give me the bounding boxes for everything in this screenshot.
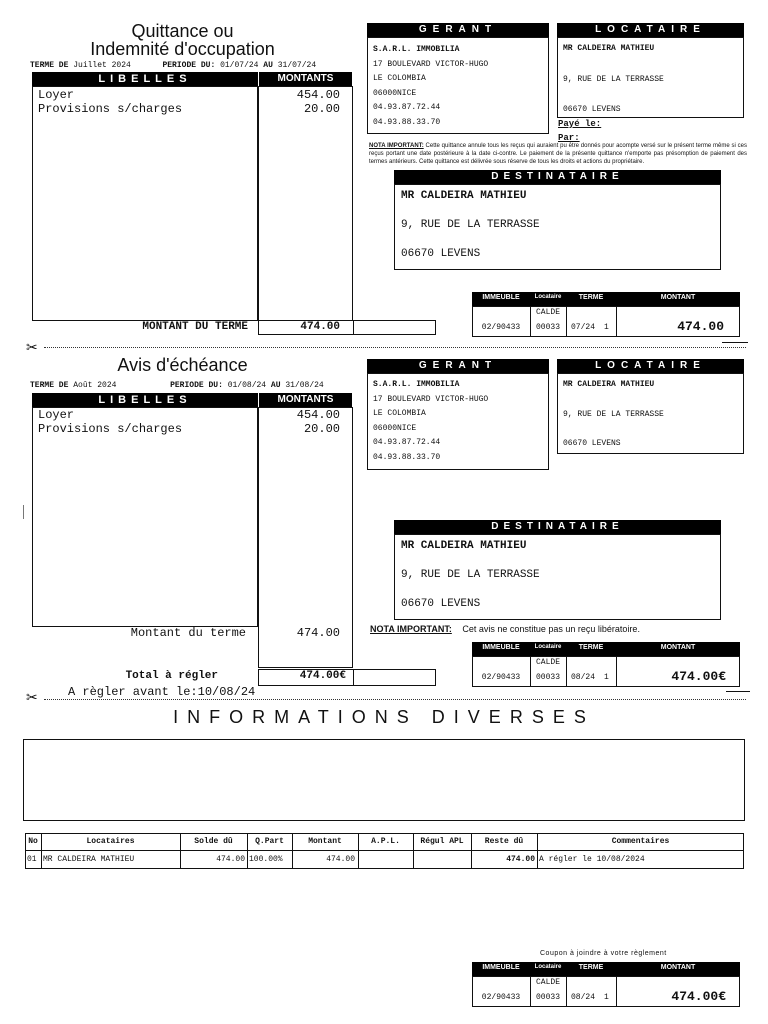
th-apl: A.P.L. [371, 837, 400, 846]
scissors-icon: ✂ [26, 339, 38, 355]
nota-text-1: Cette quittance annule tous les reçus qui auraient pu être donnés pour acompte versé sur le présent terme même si ces reçus portant une date postérieure à la date ci-contre. Le paiement de la présente quittance n'emporte pas présomption de paiement des termes antérieurs. Cette quittance est délivrée sous réserve de tous les droits et actions du propriétaire. [369, 143, 747, 165]
total-divider-2 [353, 669, 354, 686]
coupon-1 [472, 292, 740, 337]
th-no: No [28, 837, 38, 846]
total-a-regler-value: 474.00€ [299, 670, 346, 682]
total-a-regler-label: Total à régler [125, 670, 218, 682]
gerant-name: S.A.R.L. IMMOBILIA [373, 45, 460, 54]
destinataire-name-2: MR CALDEIRA MATHIEU [401, 540, 527, 552]
cut-line-2 [44, 699, 746, 700]
coupon-1-montant: 474.00 [677, 319, 724, 334]
nota-important-1 [369, 142, 747, 166]
cut-mark-2 [726, 691, 750, 692]
coupon-2-div3 [616, 656, 617, 687]
coupon-3-h-montant: MONTANT [660, 964, 696, 971]
locataire-city-2: 06670 LEVENS [563, 439, 621, 448]
locataire-name: MR CALDEIRA MATHIEU [563, 44, 655, 53]
destinataire-header: DESTINATAIRE [394, 170, 721, 184]
coupon-2-terme-n: 1 [604, 673, 609, 682]
coupon-2-locataire: 00033 [535, 673, 560, 682]
nota-text-2: Cet avis ne constitue pas un reçu libératoire. [462, 624, 640, 634]
destinataire-city-2: 06670 LEVENS [401, 598, 481, 610]
periode-label-2: PERIODE DU: [170, 381, 223, 390]
regler-avant: A règler avant le:10/08/24 [68, 685, 256, 699]
locataire-name-2: MR CALDEIRA MATHIEU [563, 380, 655, 389]
nota-label-1: NOTA IMPORTANT: [369, 143, 424, 149]
montants-header: MONTANTS [259, 72, 352, 86]
gerant-phone2-2: 04.93.88.33.70 [373, 452, 441, 462]
gerant-phone2: 04.93.88.33.70 [373, 117, 441, 127]
td-qpart: 100.00% [249, 855, 283, 864]
periode-to: 31/07/24 [277, 61, 317, 70]
destinataire-name: MR CALDEIRA MATHIEU [401, 190, 527, 202]
coupon-3-h-terme: TERME [578, 964, 604, 971]
montant-du-terme-label: Montant du terme [130, 626, 246, 640]
th-qpart: Q.Part [255, 837, 284, 846]
coupon-2-h-locataire: Locataire [534, 644, 562, 650]
locataire-header-2: LOCATAIRE [557, 359, 744, 373]
th-commentaires: Commentaires [611, 837, 670, 846]
coupon-3-terme-n: 1 [604, 993, 609, 1002]
line-label-loyer: Loyer [38, 88, 75, 102]
coupon-caption: Coupon à joindre à votre règlement [540, 950, 667, 957]
locataire-header: LOCATAIRE [557, 23, 744, 37]
coupon-2-immeuble: 02/90433 [481, 673, 521, 682]
terme-label: TERME DE [30, 61, 69, 70]
avis-title: Avis d'échéance [117, 355, 248, 375]
gerant-name-2: S.A.R.L. IMMOBILIA [373, 380, 460, 389]
gerant-city-2: 06000NICE [373, 423, 417, 433]
coupon-3-locataire-top: CALDE [535, 978, 560, 987]
cut-mark-1 [722, 342, 748, 343]
coupon-3-div3 [616, 976, 617, 1007]
summary-table-hline [25, 850, 744, 851]
terme-label-2: TERME DE [30, 381, 69, 390]
line-label-loyer-2: Loyer [38, 408, 75, 422]
nota-important-2 [370, 624, 640, 634]
locataire-address-2: 9, RUE DE LA TERRASSE [563, 410, 664, 419]
terme-periode-line-2 [30, 381, 360, 390]
libelles-header-2: LIBELLES [32, 393, 258, 407]
informations-box [23, 739, 745, 821]
margin-mark [23, 505, 24, 519]
coupon-1-h-montant: MONTANT [660, 294, 696, 301]
coupon-1-h-immeuble: IMMEUBLE [482, 294, 520, 301]
gerant-city: 06000NICE [373, 88, 417, 98]
coupon-1-h-locataire: Locataire [534, 294, 562, 300]
gerant-header-2: GERANT [367, 359, 549, 373]
total-value: 474.00 [300, 321, 340, 333]
coupon-3-montant: 474.00€ [671, 989, 726, 1004]
line-amount-charges-2: 20.00 [303, 422, 340, 436]
periode-from-2: 01/08/24 [227, 381, 267, 390]
scissors-icon-2: ✂ [26, 689, 38, 705]
nota-label-2: NOTA IMPORTANT: [370, 624, 452, 634]
coupon-2-h-immeuble: IMMEUBLE [482, 644, 520, 651]
montants-header-2: MONTANTS [259, 393, 352, 407]
coupon-3-terme: 08/24 [571, 993, 596, 1002]
th-montant: Montant [308, 837, 342, 846]
line-label-charges: Provisions s/charges [38, 102, 183, 116]
th-regul-apl: Régul APL [420, 837, 464, 846]
coupon-3-h-immeuble: IMMEUBLE [482, 964, 520, 971]
td-no: 01 [27, 855, 37, 864]
coupon-3 [472, 962, 740, 1007]
montants-column [258, 86, 353, 321]
coupon-2-locataire-top: CALDE [535, 658, 560, 667]
td-reste: 474.00 [506, 855, 535, 864]
coupon-1-div3 [616, 306, 617, 337]
coupon-2-div2 [566, 656, 567, 687]
par: Par: [558, 133, 580, 143]
gerant-address1: 17 BOULEVARD VICTOR-HUGO [373, 59, 489, 69]
periode-to-2: 31/08/24 [285, 381, 324, 390]
au-label: AU [263, 61, 273, 70]
td-locataire: MR CALDEIRA MATHIEU [43, 855, 135, 864]
line-amount-charges: 20.00 [303, 102, 340, 116]
quittance-title-line1: Quittance ou [131, 21, 234, 41]
destinataire-city: 06670 LEVENS [401, 248, 481, 260]
terme-value: Juillet 2024 [73, 61, 131, 70]
coupon-1-terme-n: 1 [604, 323, 609, 332]
coupon-1-immeuble: 02/90433 [481, 323, 521, 332]
coupon-2-h-terme: TERME [578, 644, 604, 651]
coupon-2-h-montant: MONTANT [660, 644, 696, 651]
locataire-address: 9, RUE DE LA TERRASSE [563, 75, 664, 84]
periode-from: 01/07/24 [220, 61, 259, 70]
cut-line-1 [44, 347, 746, 348]
destinataire-header-2: DESTINATAIRE [394, 520, 721, 534]
td-montant: 474.00 [326, 855, 355, 864]
quittance-title [60, 22, 305, 58]
terme-value-2: Août 2024 [73, 381, 117, 390]
th-solde: Solde dû [194, 837, 233, 846]
coupon-2-terme: 08/24 [571, 673, 596, 682]
coupon-1-h-terme: TERME [578, 294, 604, 301]
coupon-2 [472, 642, 740, 687]
au-label-2: AU [270, 381, 281, 390]
terme-periode-line [30, 61, 360, 70]
th-reste: Reste dû [484, 837, 524, 846]
line-amount-loyer: 454.00 [296, 88, 340, 102]
gerant-phone1-2: 04.93.87.72.44 [373, 438, 441, 447]
quittance-title-line2: Indemnité d'occupation [90, 39, 275, 59]
montant-du-terme-value: 474.00 [296, 626, 340, 640]
destinataire-address: 9, RUE DE LA TERRASSE [401, 219, 540, 231]
td-solde: 474.00 [216, 855, 245, 864]
coupon-3-immeuble: 02/90433 [481, 993, 521, 1002]
locataire-city: 06670 LEVENS [563, 105, 621, 114]
gerant-address2-2: LE COLOMBIA [373, 409, 426, 418]
coupon-3-div2 [566, 976, 567, 1007]
informations-title: INFORMATIONS DIVERSES [173, 707, 595, 727]
coupon-1-locataire: 00033 [535, 323, 560, 332]
th-locataires: Locataires [86, 837, 135, 846]
gerant-header: GERANT [367, 23, 549, 37]
coupon-1-div2 [566, 306, 567, 337]
coupon-3-locataire: 00033 [535, 993, 560, 1002]
coupon-2-montant: 474.00€ [671, 669, 726, 684]
summary-table [25, 833, 744, 869]
line-label-charges-2: Provisions s/charges [38, 422, 183, 436]
coupon-1-terme: 07/24 [571, 323, 596, 332]
gerant-phone1: 04.93.87.72.44 [373, 103, 441, 112]
gerant-address2: LE COLOMBIA [373, 74, 426, 83]
total-divider [353, 320, 354, 335]
libelles-header: LIBELLES [32, 72, 258, 86]
destinataire-address-2: 9, RUE DE LA TERRASSE [401, 569, 540, 581]
libelles-column-2 [32, 407, 258, 627]
paye-le: Payé le: [558, 119, 602, 129]
periode-label: PERIODE DU: [162, 61, 216, 70]
coupon-1-locataire-top: CALDE [535, 308, 560, 317]
td-commentaires: A régler le 10/08/2024 [539, 855, 645, 864]
line-amount-loyer-2: 454.00 [296, 408, 340, 422]
coupon-3-h-locataire: Locataire [534, 964, 562, 970]
total-label: MONTANT DU TERME [142, 321, 248, 333]
gerant-details-2 [373, 378, 488, 465]
gerant-details [373, 43, 488, 130]
libelles-column [32, 86, 258, 321]
gerant-address1-2: 17 BOULEVARD VICTOR-HUGO [373, 394, 489, 404]
